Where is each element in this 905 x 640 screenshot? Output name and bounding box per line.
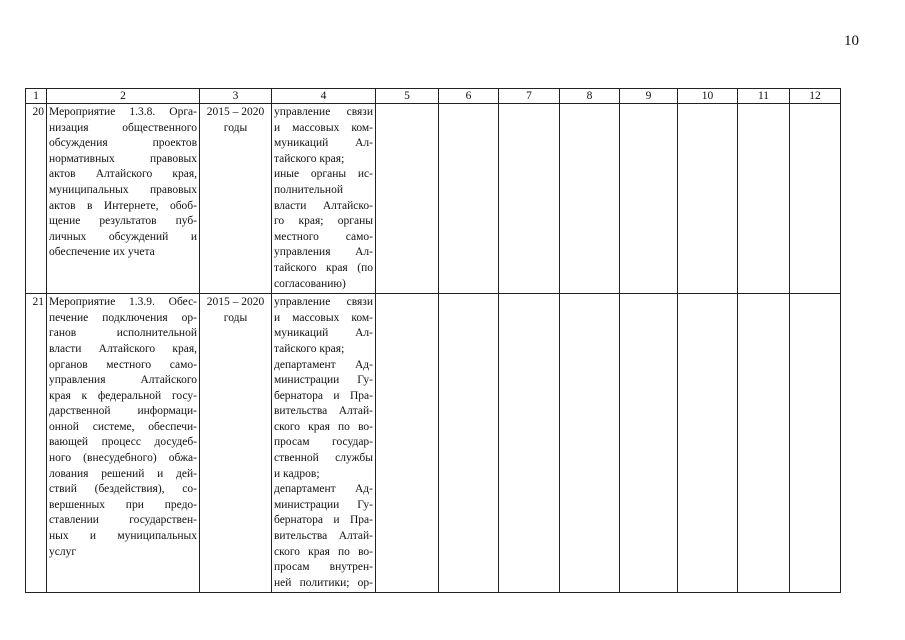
executor-line: министрации Гу- (274, 374, 373, 387)
row-number: 21 (26, 294, 47, 593)
empty-cell (499, 294, 560, 593)
executor-line: ского края по во- (274, 545, 373, 558)
measure-description-line: края к федеральной госу- (49, 389, 197, 402)
executor-line: и кадров; (274, 467, 320, 480)
column-header: 2 (47, 89, 200, 104)
period-cell: 2015 – 2020 годы (200, 294, 272, 593)
empty-cell (560, 104, 620, 294)
measure-description-line: обсуждения проектов (49, 137, 197, 150)
executor-line: просам государ- (274, 436, 373, 449)
measure-description-line: ганов исполнительной (49, 327, 197, 340)
measure-description-line: вающей процесс досудеб- (49, 436, 197, 449)
empty-cell (439, 104, 499, 294)
executor-line: вительства Алтай- (274, 530, 373, 543)
executor-line: департамент Ад- (274, 483, 373, 496)
executor-line: ней политики; ор- (274, 576, 373, 589)
executor-line: согласованию) (274, 277, 346, 290)
empty-cell (790, 104, 841, 294)
executor-line: бернатора и Пра- (274, 514, 373, 527)
column-header: 11 (738, 89, 790, 104)
measure-description-line: управления Алтайского (49, 374, 197, 387)
column-header: 8 (560, 89, 620, 104)
executor-line: муникаций Ал- (274, 137, 373, 150)
column-header: 3 (200, 89, 272, 104)
measure-description-line: Мероприятие 1.3.8. Орга- (49, 106, 197, 118)
page-number: 10 (844, 33, 859, 49)
measure-description-line: нормативных правовых (49, 152, 197, 165)
column-header: 12 (790, 89, 841, 104)
measure-description-line: печение подключения ор- (49, 311, 197, 324)
measure-description (47, 294, 200, 593)
measure-description-line: низация общественного (49, 121, 197, 134)
executor-line: бернатора и Пра- (274, 389, 373, 402)
executor-line: просам внутрен- (274, 561, 373, 574)
measure-description-line: актов в Интернете, обоб- (49, 199, 197, 212)
table-row (26, 104, 841, 294)
executor-line: и массовых ком- (274, 311, 373, 324)
empty-cell (439, 294, 499, 593)
executor-line: тайского края; (274, 152, 345, 165)
measure-description-line: лования решений и дей- (49, 467, 197, 480)
column-header: 5 (376, 89, 439, 104)
executor-line: власти Алтайско- (274, 199, 373, 212)
executor-line: управление связи (274, 296, 373, 309)
empty-cell (376, 104, 439, 294)
column-header: 10 (678, 89, 738, 104)
executor-cell (272, 104, 376, 294)
measure-description-line: онной системе, обеспечи- (49, 420, 197, 433)
measure-description-line: щение результатов пуб- (49, 215, 197, 228)
column-header: 1 (26, 89, 47, 104)
plan-table (25, 88, 841, 593)
executor-line: управление связи (274, 106, 373, 118)
measure-description-line: обеспечение их учета (49, 246, 155, 259)
executor-line: ского края по во- (274, 420, 373, 433)
empty-cell (738, 104, 790, 294)
executor-line: вительства Алтай- (274, 405, 373, 418)
column-header: 6 (439, 89, 499, 104)
executor-line: министрации Гу- (274, 498, 373, 511)
executor-line: управления Ал- (274, 246, 373, 259)
executor-line: тайского края (по (274, 261, 373, 274)
measure-description-line: ных и муниципальных (49, 530, 197, 543)
measure-description-line: ствий (бездействия), со- (49, 483, 197, 496)
empty-cell (738, 294, 790, 593)
measure-description (47, 104, 200, 294)
column-header: 7 (499, 89, 560, 104)
executor-cell (272, 294, 376, 593)
measure-description-line: актов Алтайского края, (49, 168, 197, 181)
executor-line: местного само- (274, 230, 373, 243)
empty-cell (620, 104, 678, 294)
executor-line: тайского края; (274, 342, 345, 355)
column-header: 4 (272, 89, 376, 104)
executor-line: полнительной (274, 183, 343, 196)
empty-cell (376, 294, 439, 593)
measure-description-line: Мероприятие 1.3.9. Обес- (49, 296, 197, 309)
empty-cell (560, 294, 620, 593)
table-header-row (26, 89, 841, 104)
measure-description-line: ного (внесудебного) обжа- (49, 452, 197, 465)
table-row (26, 294, 841, 593)
executor-line: иные органы ис- (274, 168, 373, 181)
measure-description-line: ставлении государствен- (49, 514, 197, 527)
measure-description-line: услуг (49, 545, 77, 558)
empty-cell (499, 104, 560, 294)
measure-description-line: органов местного само- (49, 358, 197, 371)
executor-line: муникаций Ал- (274, 327, 373, 340)
executor-line: и массовых ком- (274, 121, 373, 134)
executor-line: ственной службы (274, 452, 373, 465)
measure-description-line: дарственной информаци- (49, 405, 197, 418)
period-cell: 2015 – 2020 годы (200, 104, 272, 294)
executor-line: го края; органы (274, 215, 373, 228)
measure-description-line: личных обсуждений и (49, 230, 197, 243)
empty-cell (678, 104, 738, 294)
measure-description-line: вершенных при предо- (49, 498, 197, 511)
empty-cell (620, 294, 678, 593)
column-header: 9 (620, 89, 678, 104)
row-number: 20 (26, 104, 47, 294)
measure-description-line: власти Алтайского края, (49, 342, 197, 355)
measure-description-line: муниципальных правовых (49, 183, 197, 196)
empty-cell (678, 294, 738, 593)
executor-line: департамент Ад- (274, 358, 373, 371)
empty-cell (790, 294, 841, 593)
